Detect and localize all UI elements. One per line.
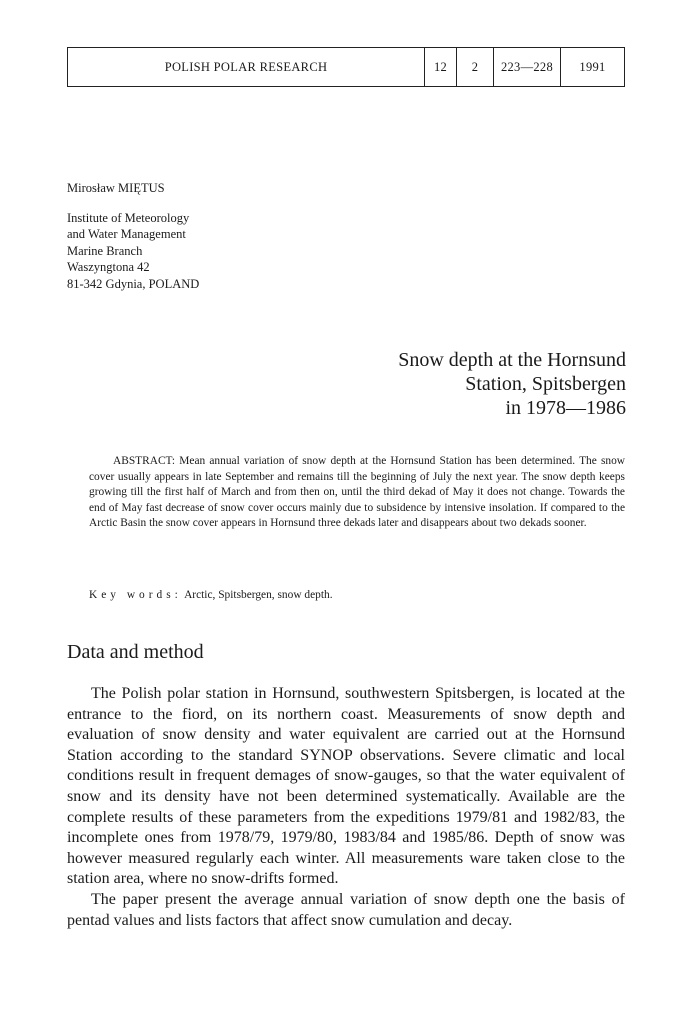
title-line: Snow depth at the Hornsund xyxy=(398,349,626,371)
journal-issue: 2 xyxy=(457,48,494,86)
title-line: Station, Spitsbergen xyxy=(465,373,626,395)
affiliation-line: Marine Branch xyxy=(67,243,143,258)
author-name: Mirosław MIĘTUS xyxy=(67,181,165,195)
author-block xyxy=(67,180,199,292)
journal-header-table xyxy=(67,47,625,87)
affiliation-line: and Water Management xyxy=(67,227,186,241)
keywords-text: Arctic, Spitsbergen, snow depth. xyxy=(184,589,333,601)
section-heading: Data and method xyxy=(67,641,204,663)
abstract: ABSTRACT: Mean annual variation of snow depth at the Hornsund Station has been determined. The snow cover usually appears in late September and remains till the beginning of July the next year. The snow depth keeps growing till the first half of March and from then on, until the third dekad of May it does not change. Towards the end of May fast decrease of snow cover occurs mainly due to subsidence by intensive insolation. If compared to the Arctic Basin the snow cover appears in Hornsund three dekads later and disappears about two dekads sooner. xyxy=(89,455,625,530)
affiliation-line: Institute of Meteorology xyxy=(67,210,190,225)
body-paragraph: The paper present the average annual variation of snow depth one the basis of pentad values and lists factors that affect snow cumulation and decay. xyxy=(67,890,625,929)
keywords xyxy=(89,588,333,603)
publication-year: 1991 xyxy=(579,59,606,74)
affiliation-line: Waszyngtona 42 xyxy=(67,260,150,274)
journal-volume: 12 xyxy=(425,48,457,86)
section-body xyxy=(67,684,625,931)
paper-title xyxy=(398,348,626,420)
keywords-label: Key words: xyxy=(89,589,182,601)
journal-name: POLISH POLAR RESEARCH xyxy=(68,48,425,86)
body-paragraph: The Polish polar station in Hornsund, southwestern Spitsbergen, is located at the entrance to the fiord, on its northern coast. Measurements of snow depth and evaluation of snow density and water equivalent are carried out at the Hornsund Station according to the standard SYNOP observations. Severe climatic and local conditions result in frequent demages of snow-gauges, so that the water equivalent of snow and its density have not been determined systematically. Available are the complete results of these parameters from the expeditions 1979/81 and 1982/83, the incomplete ones from 1978/79, 1979/80, 1983/84 and 1985/86. Depth of snow was however measured regularly each winter. All measurements ware taken close to the station area, where no snow-drifts formed. xyxy=(67,685,625,888)
affiliation-line: 81-342 Gdynia, POLAND xyxy=(67,276,200,291)
page-range: 223—228 xyxy=(494,48,561,86)
title-line: in 1978—1986 xyxy=(505,397,626,419)
